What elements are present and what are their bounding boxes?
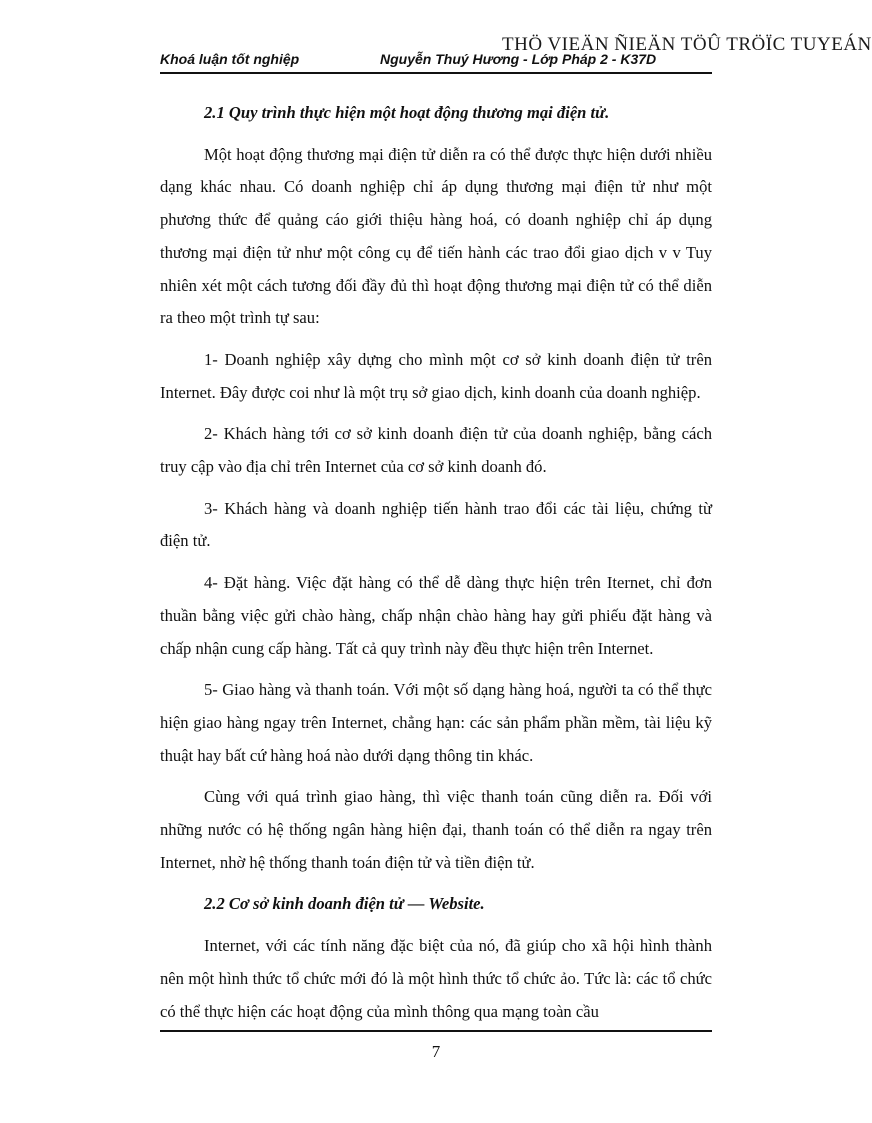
header-author: Nguyễn Thuý Hương - Lớp Pháp 2 - K37D [380,51,657,67]
paragraph: 4- Đặt hàng. Việc đặt hàng có thể dễ dàng thực hiện trên Iternet, chỉ đơn thuần bằng việc gửi chào hàng, chấp nhận chào hàng hay gửi phiếu đặt hàng và chấp nhận cung cấp hàng. Tất cả quy trình này đều thực hiện trên Internet. [160,573,712,658]
section-heading: 2.2 Cơ sở kinh doanh điện tử — Website. [204,894,485,914]
header-course: Khoá luận tốt nghiệp [160,51,300,67]
paragraph: Cùng với quá trình giao hàng, thì việc thanh toán cũng diễn ra. Đối với những nước có hệ thống ngân hàng hiện đại, thanh toán có thể diễn ra ngay trên Internet, nhờ hệ thống thanh toán điện tử và tiền điện tử. [160,787,712,872]
footer-rule [160,1030,712,1032]
paragraph: Internet, với các tính năng đặc biệt của nó, đã giúp cho xã hội hình thành nên một hình thức tổ chức mới đó là một hình thức tổ chức ảo. Tức là: các tổ chức có thể thực hiện các hoạt động của mình thông qua mạng toàn cầu [160,936,712,1021]
page-header [160,50,712,74]
paragraph: 3- Khách hàng và doanh nghiệp tiến hành trao đổi các tài liệu, chứng từ điện tử. [160,498,712,551]
section-heading: 2.1 Quy trình thực hiện một hoạt động thương mại điện tử. [204,103,610,122]
paragraph: Một hoạt động thương mại điện tử diễn ra có thể được thực hiện dưới nhiều dạng khác nhau. Có doanh nghiệp chỉ áp dụng thương mại điện tử như một phương thức để quảng cáo giới thiệu hàng hoá, có doanh nghiệp chỉ áp dụng thương mại điện tử như một công cụ để tiến hành các trao đổi giao dịch v v Tuy nhiên xét một cách tương đối đầy đủ thì hoạt động thương mại điện tử có thể diễn ra theo một trình tự sau: [160,144,712,328]
document-body [160,97,712,1028]
paragraph: 5- Giao hàng và thanh toán. Với một số dạng hàng hoá, người ta có thể thực hiện giao hàng ngay trên Internet, chẳng hạn: các sản phẩm phần mềm, tài liệu kỹ thuật hay bất cứ hàng hoá nào dưới dạng thông tin khác. [160,680,712,765]
library-watermark: THÖ VIEÄN ÑIEÄN TÖÛ TRÖÏC TUYEÁN [502,34,872,55]
paragraph: 2- Khách hàng tới cơ sở kinh doanh điện tử của doanh nghiệp, bằng cách truy cập vào địa chỉ trên Internet của cơ sở kinh doanh đó. [160,424,712,477]
page-number: 7 [431,1042,441,1061]
paragraph: 1- Doanh nghiệp xây dựng cho mình một cơ sở kinh doanh điện tử trên Internet. Đây được coi như là một trụ sở giao dịch, kinh doanh của doanh nghiệp. [160,349,712,402]
